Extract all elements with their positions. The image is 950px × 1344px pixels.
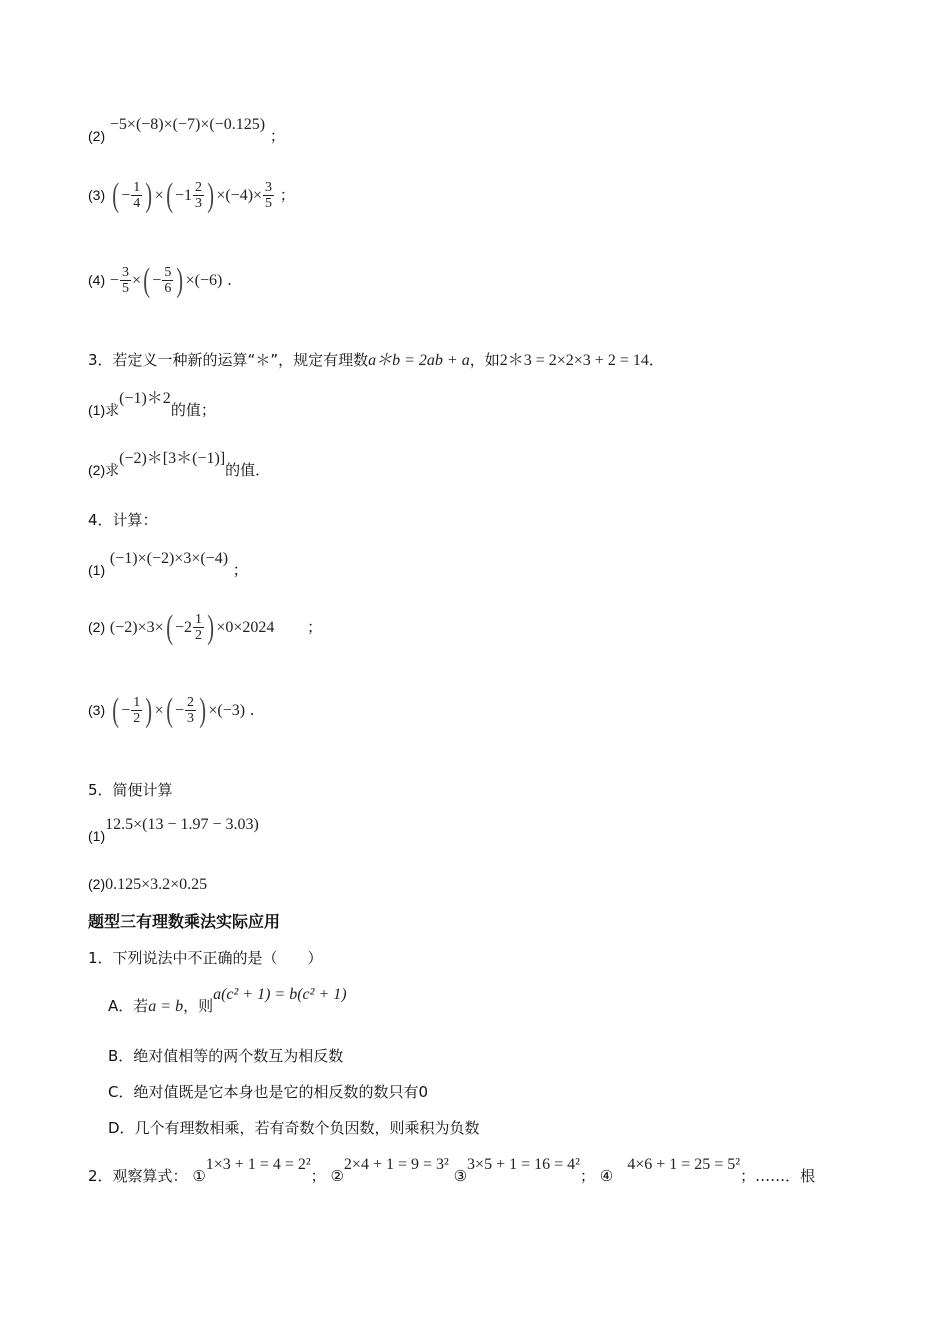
question-4-part-3: (3) ( − $\frac{1}{2}$ ) ×( − $\frac{2}{3}$ ) ×(−3) . — [88, 691, 255, 729]
math-expression: a = b — [148, 998, 184, 1015]
math-expression: 12.5×(13 − 1.97 − 3.03) — [105, 816, 259, 833]
math-expression: 0.125×3.2×0.25 — [105, 876, 208, 893]
math-expression: 2×4 + 1 = 9 = 3² — [343, 1156, 449, 1173]
question-3-part-2: (2)求(−2)＊[3＊(−1)]的值． — [88, 450, 271, 479]
math-expression: 4×6 + 1 = 25 = 5² — [627, 1156, 741, 1173]
math-expression: a(c² + 1) = b(c² + 1) — [213, 986, 347, 1003]
circled-marker: ② — [330, 1167, 344, 1185]
punct: ； — [279, 186, 295, 204]
item-label: (4) — [88, 272, 106, 288]
question-4-stem: 4．计算： — [88, 511, 158, 529]
math-expression: −5×(−8)×(−7)×(−0.125) — [109, 116, 266, 133]
fraction: $\frac{1}{2}$ — [133, 695, 141, 726]
question-5-stem: 5．简便计算 — [88, 781, 173, 799]
question-3-stem: 3．若定义一种新的运算“＊”，规定有理数a＊b = 2ab + a，如2＊3 = 2×2×3 + 2 = 14． — [88, 351, 664, 369]
mc-question-stem: 1．下列说法中不正确的是（ ） — [88, 949, 323, 967]
item-label: (2) — [88, 128, 106, 144]
question-5-part-2: (2)0.125×3.2×0.25 — [88, 876, 208, 893]
question-4-part-1: (1) (−1)×(−2)×3×(−4) ； — [88, 550, 248, 579]
fraction: $\frac{2}{3}$ — [186, 695, 194, 726]
q2-item-2 — [88, 116, 285, 147]
option-b: B．绝对值相等的两个数互为相反数 — [108, 1047, 344, 1065]
section-heading: 题型三有理数乘法实际应用 — [88, 912, 281, 931]
circled-marker: ③ — [453, 1167, 468, 1185]
observation-question: 2．观察算式： ①1×3 + 1 = 4 = 2²； ②2×4 + 1 = 9 = 3² ③3×5 + 1 = 16 = 4²； ④4×6 + 1 = 25 = 5²；……．根 — [88, 1156, 816, 1185]
circled-marker: ④ — [599, 1167, 614, 1185]
q2-item-3: (3) ( − $\frac{1}{4}$ ) ×( −1 $\frac{2}{3}$ ) ×(−4)× $\frac{3}{5}$ ； — [88, 176, 295, 214]
fraction: $\frac{3}{5}$ — [265, 180, 273, 211]
option-a: A．若a = b，则a(c² + 1) = b(c² + 1) — [108, 986, 347, 1015]
option-c: C．绝对值既是它本身也是它的相反数的数只有0 — [108, 1083, 429, 1101]
fraction: $\frac{1}{2}$ — [195, 612, 202, 643]
fraction: $\frac{5}{6}$ — [164, 265, 172, 296]
operation-definition: a＊b = 2ab + a — [368, 352, 470, 369]
circled-marker: ① — [192, 1167, 206, 1185]
q2-item-4: (4) − $\frac{3}{5}$ ×( − $\frac{5}{6}$ ) ×(−6) . — [88, 261, 232, 299]
math-expression: 3×5 + 1 = 16 = 4² — [467, 1156, 580, 1173]
math-expression: (−2)＊[3＊(−1)] — [119, 450, 226, 467]
math-expression: (−1)＊2 — [119, 390, 171, 407]
question-4-part-2: (2) (−2)×3×( −2 $\frac{1}{2}$ ) ×0×2024 ； — [88, 608, 323, 646]
example-expression: 2＊3 = 2×2×3 + 2 = 14 — [499, 352, 649, 369]
item-label: (3) — [88, 187, 106, 203]
punct: ； — [269, 127, 285, 145]
fraction: $\frac{3}{5}$ — [121, 265, 129, 296]
option-d: D．几个有理数相乘，若有奇数个负因数，则乘积为负数 — [108, 1119, 480, 1137]
math-expression: (−1)×(−2)×3×(−4) — [109, 550, 229, 567]
math-expression: 1×3 + 1 = 4 = 2² — [205, 1156, 311, 1173]
punct: . — [227, 271, 232, 289]
question-5-part-1: (1)12.5×(13 − 1.97 − 3.03) — [88, 816, 259, 844]
fraction: $\frac{1}{4}$ — [133, 180, 141, 211]
fraction: $\frac{2}{3}$ — [194, 180, 202, 211]
question-3-part-1: (1)求(−1)＊2的值； — [88, 390, 216, 419]
